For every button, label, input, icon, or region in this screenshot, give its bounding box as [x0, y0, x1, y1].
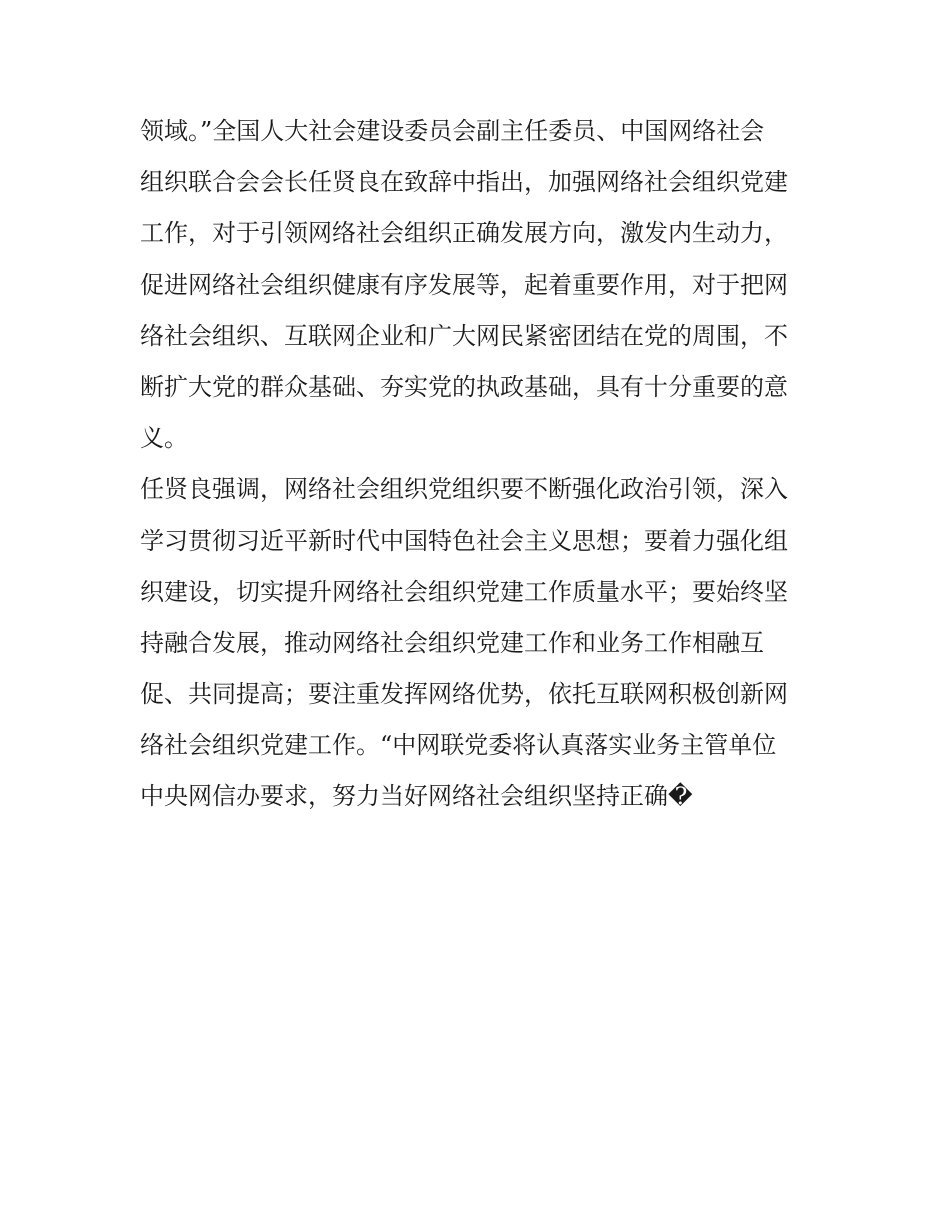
text-line: 促、共同提高；要注重发挥网络优势，依托互联网积极创新网 — [140, 680, 788, 709]
text-line: 促进网络社会组织健康有序发展等，起着重要作用，对于把网 — [140, 270, 788, 299]
text-line: 任贤良强调，网络社会组织党组织要不断强化政治引领，深入 — [140, 475, 788, 504]
text-line: 织建设，切实提升网络社会组织党建工作质量水平；要始终坚 — [140, 577, 788, 606]
paragraph-2 — [140, 464, 830, 874]
text-line: 组织联合会会长任贤良在致辞中指出，加强网络社会组织党建 — [140, 168, 788, 197]
text-line: 领域。”全国人大社会建设委员会副主任委员、中国网络社会 — [140, 117, 765, 145]
text-line: 学习贯彻习近平新时代中国特色社会主义思想；要着力强化组 — [140, 526, 788, 555]
text-line: 络社会组织党建工作。“中网联党委将认真落实业务主管单位 — [140, 731, 777, 760]
text-line: 持融合发展，推动网络社会组织党建工作和业务工作相融互 — [140, 628, 764, 657]
text-line: 义。 — [140, 424, 188, 453]
text-line: 络社会组织、互联网企业和广大网民紧密团结在党的周围，不 — [140, 321, 788, 350]
text-line — [140, 823, 830, 874]
text-line: 工作，对于引领网络社会组织正确发展方向，激发内生动力， — [140, 219, 788, 248]
text-line: 断扩大党的群众基础、夯实党的执政基础，具有十分重要的意 — [140, 372, 788, 401]
article-body — [140, 106, 830, 874]
paragraph-1 — [140, 106, 830, 464]
text-line: 中央网信办要求，努力当好网络社会组织坚持正确� — [140, 782, 693, 811]
